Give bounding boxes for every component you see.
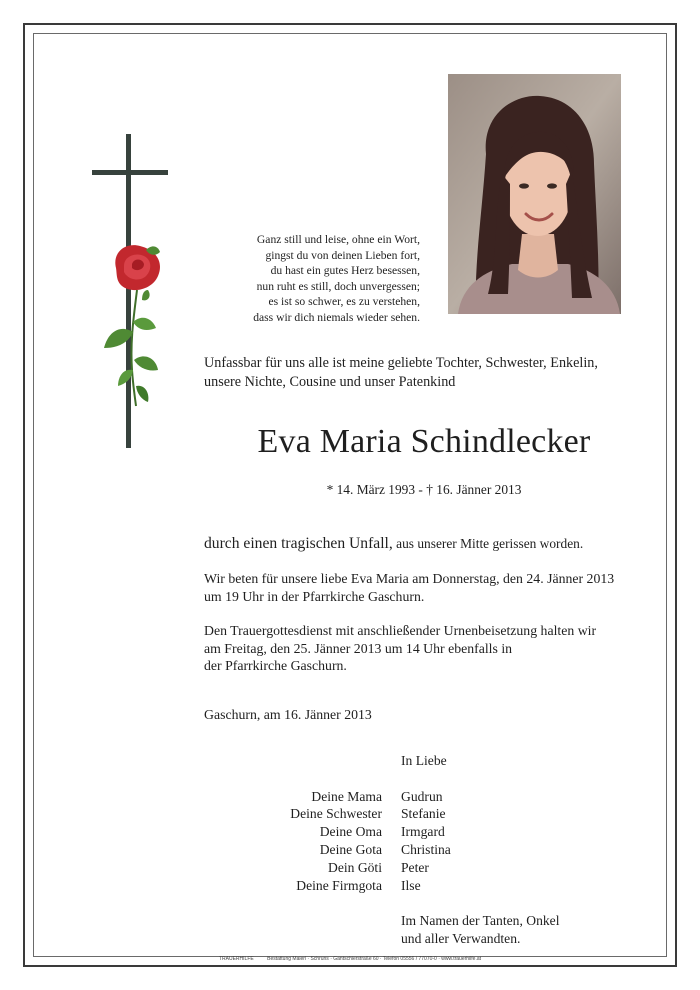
mourner-relation: Dein Göti — [328, 859, 382, 875]
in-love-heading: In Liebe — [401, 753, 447, 768]
mourner-relation: Deine Oma — [319, 824, 382, 840]
prayer-line: Wir beten für unsere liebe Eva Maria am Donnerstag, den 24. Jänner 2013 — [204, 571, 615, 586]
mourners-list — [204, 752, 644, 948]
mourner-name: Stefanie — [401, 806, 446, 822]
footer-contact: Bestattung Maierl · Schruns · Gantschierstraße 60 · Telefon 05556 / 77070-0 · www.trauerhilfe.at — [267, 956, 482, 962]
service-paragraph — [204, 622, 654, 675]
cross-icon — [60, 100, 190, 480]
mourner-row — [204, 841, 644, 859]
service-line: Den Trauergottesdienst mit anschließender Urnenbeisetzung halten wir — [204, 623, 597, 638]
mourner-name: Irmgard — [401, 824, 445, 840]
poem-line: dass wir dich niemals wieder sehen. — [253, 310, 420, 324]
poem-line: du hast ein gutes Herz besessen, — [270, 264, 420, 278]
cause-rest: aus unserer Mitte gerissen worden. — [392, 536, 584, 551]
place-and-date: Gaschurn, am 16. Jänner 2013 — [204, 707, 372, 722]
service-line: der Pfarrkirche Gaschurn. — [204, 658, 347, 674]
mourner-row — [204, 823, 644, 841]
mourner-name: Peter — [401, 859, 429, 875]
mourner-name: Ilse — [401, 877, 421, 893]
memorial-poem — [196, 232, 420, 326]
closing-line: und aller Verwandten. — [401, 930, 521, 946]
mourner-relation: Deine Schwester — [290, 806, 382, 822]
mourner-relation: Deine Mama — [311, 788, 382, 804]
cross-with-rose-illustration — [60, 100, 190, 480]
mourner-name: Christina — [401, 841, 451, 857]
mourner-row — [204, 805, 644, 823]
mourner-relation: Deine Gota — [319, 841, 382, 857]
closing-line: Im Namen der Tanten, Onkel — [401, 913, 560, 929]
deceased-name: Eva Maria Schindlecker — [257, 423, 591, 460]
poem-line: nun ruht es still, doch unvergessen; — [256, 279, 420, 293]
mourner-row — [204, 877, 644, 895]
life-dates: * 14. März 1993 - † 16. Jänner 2013 — [326, 482, 522, 497]
mourner-row — [204, 788, 644, 806]
cause-emphasis: durch einen tragischen Unfall, — [204, 535, 393, 552]
intro-line: unsere Nichte, Cousine und unser Patenkind — [204, 373, 456, 390]
cause-of-death — [204, 533, 654, 555]
portrait-photo — [448, 74, 621, 314]
poem-line: gingst du von deinen Lieben fort, — [265, 248, 420, 262]
prayer-paragraph — [204, 570, 654, 605]
poem-line: Ganz still und leise, ohne ein Wort, — [256, 233, 420, 246]
mourner-name: Gudrun — [401, 788, 443, 804]
footer-imprint — [0, 956, 700, 962]
footer-brand: TRAUERHILFE — [218, 956, 254, 962]
mourner-row — [204, 859, 644, 877]
prayer-line: um 19 Uhr in der Pfarrkirche Gaschurn. — [204, 588, 425, 604]
intro-line: Unfassbar für uns alle ist meine geliebte Tochter, Schwester, Enkelin, — [204, 355, 598, 371]
announcement-intro — [204, 354, 644, 391]
mourner-relation: Deine Firmgota — [296, 877, 382, 893]
poem-line: es ist so schwer, es zu verstehen, — [268, 295, 420, 309]
service-line: am Freitag, den 25. Jänner 2013 um 14 Uhr ebenfalls in — [204, 640, 513, 656]
